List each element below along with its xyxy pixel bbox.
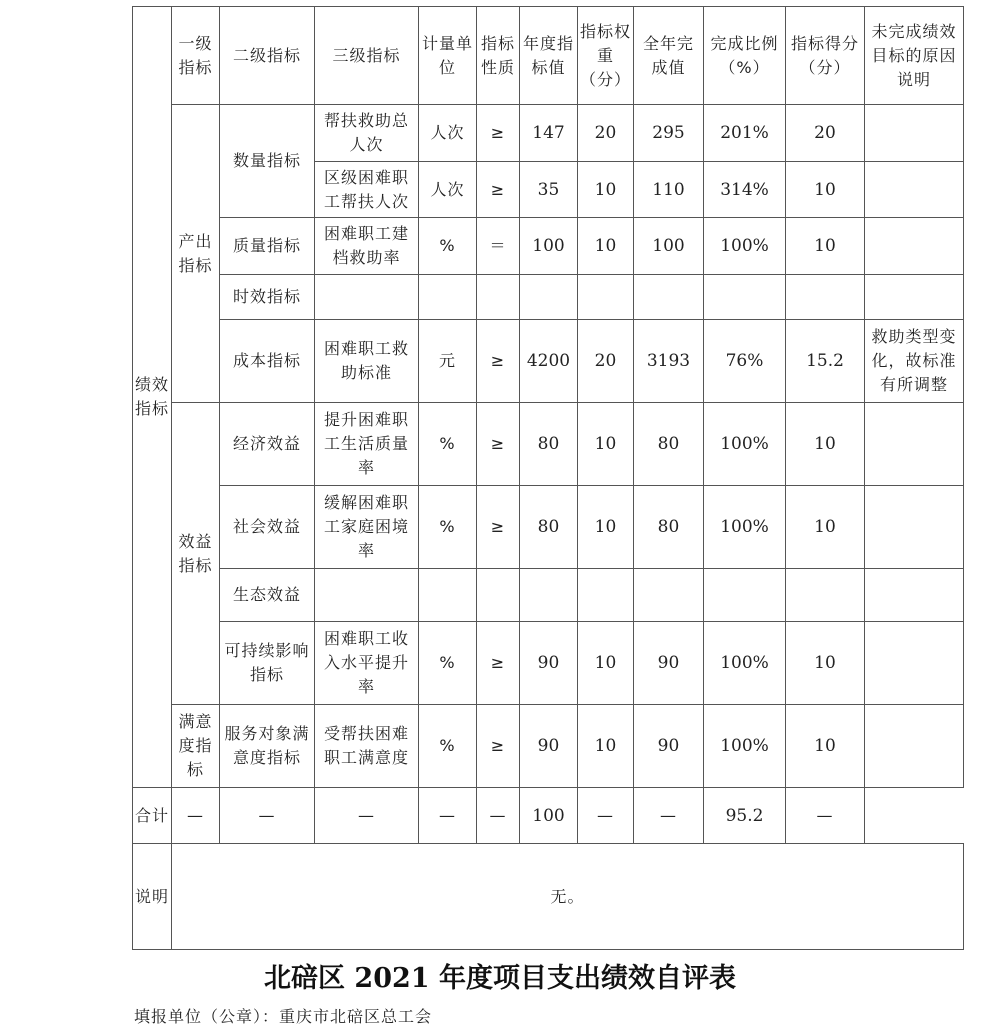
row-ratio: 100% [704, 705, 786, 788]
row-l3 [315, 275, 419, 320]
row-l2: 时效指标 [220, 275, 315, 320]
note-label: 说明 [133, 844, 172, 950]
row-target: 80 [520, 486, 578, 569]
row-ratio: 100% [704, 403, 786, 486]
row-l2: 成本指标 [220, 320, 315, 403]
row-actual: 100 [634, 218, 704, 275]
row-reason: 救助类型变化，故标准有所调整 [865, 320, 964, 403]
row-target: 90 [520, 705, 578, 788]
row-reason [865, 486, 964, 569]
row-score: 10 [786, 486, 865, 569]
row-actual: 110 [634, 162, 704, 218]
row-l2: 经济效益 [220, 403, 315, 486]
row-unit: % [419, 622, 477, 705]
total-dash: — [578, 788, 634, 844]
total-dash: — [477, 788, 520, 844]
row-actual: 295 [634, 105, 704, 162]
row-l3: 帮扶救助总人次 [315, 105, 419, 162]
header-nature: 指标性质 [477, 7, 520, 105]
table-row [133, 622, 964, 705]
total-dash: — [315, 788, 419, 844]
row-ratio: 100% [704, 486, 786, 569]
total-dash: — [419, 788, 477, 844]
row-weight: 10 [578, 403, 634, 486]
row-nature [477, 569, 520, 622]
note-row [133, 844, 964, 950]
performance-table [132, 6, 964, 950]
benefit-label: 效益指标 [172, 403, 220, 705]
row-score: 10 [786, 622, 865, 705]
table-row [133, 486, 964, 569]
row-target: 35 [520, 162, 578, 218]
table-row [133, 403, 964, 486]
row-ratio: 201% [704, 105, 786, 162]
row-weight: 10 [578, 705, 634, 788]
row-unit: 人次 [419, 162, 477, 218]
row-weight [578, 275, 634, 320]
total-weight: 100 [520, 788, 578, 844]
row-l2: 生态效益 [220, 569, 315, 622]
row-reason [865, 275, 964, 320]
row-l2: 社会效益 [220, 486, 315, 569]
header-ratio: 完成比例（%） [704, 7, 786, 105]
row-unit: 元 [419, 320, 477, 403]
row-unit: % [419, 705, 477, 788]
total-dash: — [220, 788, 315, 844]
total-label: 合计 [133, 788, 172, 844]
row-score: 20 [786, 105, 865, 162]
row-weight [578, 569, 634, 622]
row-unit [419, 275, 477, 320]
row-score: 10 [786, 705, 865, 788]
row-score: 10 [786, 218, 865, 275]
row-reason [865, 162, 964, 218]
row-reason [865, 403, 964, 486]
fill-unit: 填报单位（公章）：重庆市北碚区总工会 [134, 1007, 433, 1026]
row-reason [865, 105, 964, 162]
row-l2: 质量指标 [220, 218, 315, 275]
header-score: 指标得分（分） [786, 7, 865, 105]
row-l2: 数量指标 [220, 105, 315, 218]
row-l3: 受帮扶困难职工满意度 [315, 705, 419, 788]
header-unit: 计量单位 [419, 7, 477, 105]
row-target: 80 [520, 403, 578, 486]
row-weight: 20 [578, 105, 634, 162]
row-nature: ≥ [477, 486, 520, 569]
header-weight: 指标权重（分） [578, 7, 634, 105]
row-l2: 服务对象满意度指标 [220, 705, 315, 788]
table-row [133, 275, 964, 320]
row-actual [634, 569, 704, 622]
row-reason [865, 569, 964, 622]
row-unit: % [419, 486, 477, 569]
row-l3: 困难职工建档救助率 [315, 218, 419, 275]
row-nature: ≥ [477, 162, 520, 218]
row-score: 15.2 [786, 320, 865, 403]
row-target [520, 569, 578, 622]
row-nature: ≥ [477, 622, 520, 705]
header-level1: 一级指标 [172, 7, 220, 105]
row-ratio: 100% [704, 218, 786, 275]
total-score: 95.2 [704, 788, 786, 844]
row-nature: ≥ [477, 705, 520, 788]
row-target [520, 275, 578, 320]
row-target: 90 [520, 622, 578, 705]
table-row [133, 105, 964, 162]
row-ratio: 314% [704, 162, 786, 218]
total-row [133, 788, 964, 844]
perf-group-label: 绩效指标 [133, 7, 172, 788]
row-ratio: 100% [704, 622, 786, 705]
table-row [133, 218, 964, 275]
row-weight: 10 [578, 162, 634, 218]
document-title: 北碚区 2021 年度项目支出绩效自评表 [264, 963, 736, 994]
satisfaction-label: 满意度指标 [172, 705, 220, 788]
output-label: 产出指标 [172, 105, 220, 403]
row-actual: 90 [634, 705, 704, 788]
total-dash: — [786, 788, 865, 844]
row-target: 100 [520, 218, 578, 275]
row-l3: 提升困难职工生活质量率 [315, 403, 419, 486]
row-nature: ＝ [477, 218, 520, 275]
row-target: 4200 [520, 320, 578, 403]
row-nature: ≥ [477, 105, 520, 162]
row-l3: 困难职工救助标准 [315, 320, 419, 403]
row-l2: 可持续影响指标 [220, 622, 315, 705]
row-unit [419, 569, 477, 622]
row-nature: ≥ [477, 403, 520, 486]
row-l3: 缓解困难职工家庭困境率 [315, 486, 419, 569]
row-actual: 90 [634, 622, 704, 705]
row-actual: 80 [634, 403, 704, 486]
row-target: 147 [520, 105, 578, 162]
row-score: 10 [786, 403, 865, 486]
row-unit: % [419, 218, 477, 275]
row-ratio [704, 275, 786, 320]
row-reason [865, 622, 964, 705]
row-actual: 3193 [634, 320, 704, 403]
row-actual [634, 275, 704, 320]
header-target: 年度指标值 [520, 7, 578, 105]
row-nature: ≥ [477, 320, 520, 403]
row-weight: 10 [578, 486, 634, 569]
row-l3 [315, 569, 419, 622]
row-score [786, 275, 865, 320]
row-l3: 区级困难职工帮扶人次 [315, 162, 419, 218]
row-ratio [704, 569, 786, 622]
total-dash: — [634, 788, 704, 844]
total-dash: — [172, 788, 220, 844]
table-row [133, 569, 964, 622]
row-score [786, 569, 865, 622]
row-l3: 困难职工收入水平提升率 [315, 622, 419, 705]
row-nature [477, 275, 520, 320]
table-row [133, 705, 964, 788]
row-reason [865, 218, 964, 275]
row-actual: 80 [634, 486, 704, 569]
header-actual: 全年完成值 [634, 7, 704, 105]
row-reason [865, 705, 964, 788]
header-row [133, 7, 964, 105]
row-ratio: 76% [704, 320, 786, 403]
table-row [133, 320, 964, 403]
header-reason: 未完成绩效目标的原因说明 [865, 7, 964, 105]
note-value: 无。 [172, 844, 964, 950]
row-weight: 10 [578, 218, 634, 275]
header-level2: 二级指标 [220, 7, 315, 105]
row-weight: 10 [578, 622, 634, 705]
row-score: 10 [786, 162, 865, 218]
row-weight: 20 [578, 320, 634, 403]
row-unit: % [419, 403, 477, 486]
row-unit: 人次 [419, 105, 477, 162]
header-level3: 三级指标 [315, 7, 419, 105]
